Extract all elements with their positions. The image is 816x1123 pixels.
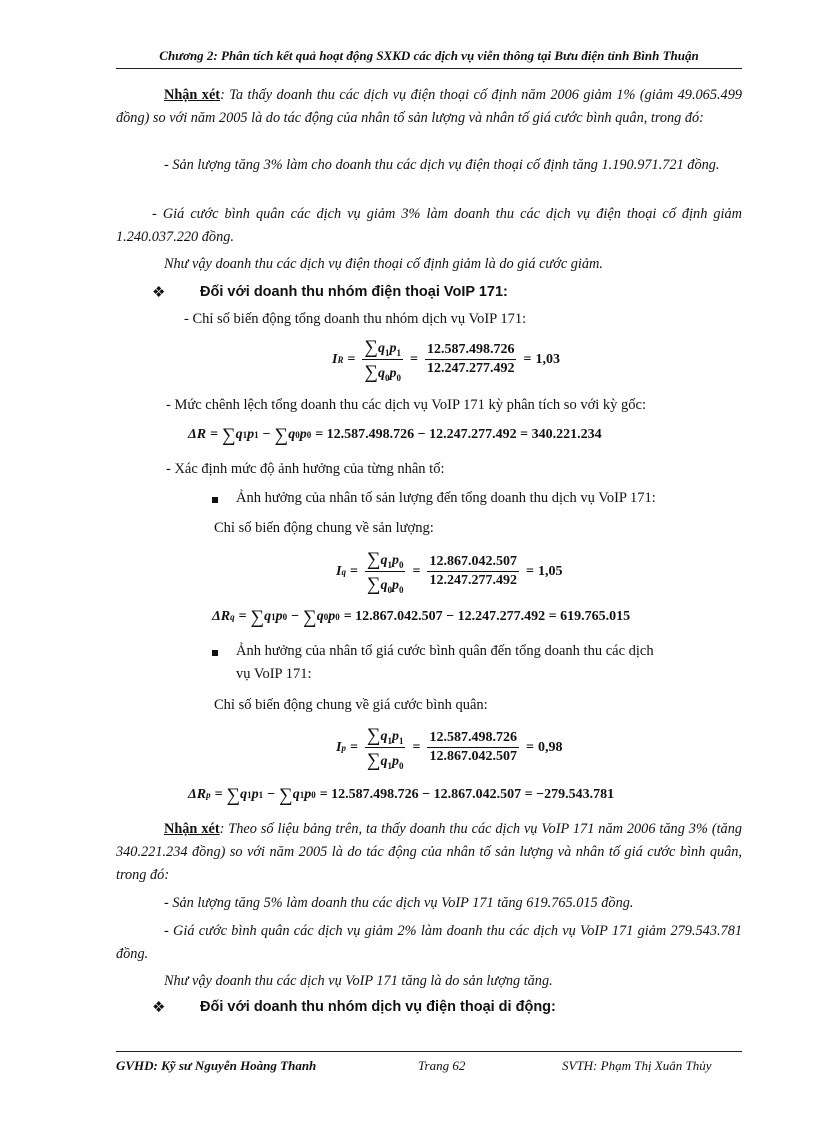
comment-bullet-1 [116,154,742,177]
header-rule [116,68,742,69]
formula-subscript: p [341,742,346,753]
comment-bullet-text: - Giá cước bình quân các dịch vụ giảm 3% làm doanh thu các dịch vụ điện thoại cố định giảm 1.240.037.220 đồng. [116,206,742,245]
formula-index-revenue: I R = $\frac{\sum q_1p_1}{\sum q_0p_0}$ = $\frac{12.587.498.726}{12.247.277.492}$ = 1,03 [332,337,560,383]
line-price-effect-b: vụ VoIP 171: [236,666,312,682]
formula-index-quantity: I q = $\frac{\sum q_1p_0}{\sum q_0p_0}$ = $\frac{12.867.042.507}{12.247.277.492}$ = 1,05 [336,549,563,595]
line-price-effect-a: Ảnh hưởng của nhân tố giá cước bình quân đến tổng doanh thu các dịch [236,643,654,659]
comment-label: Nhận xét [164,87,221,103]
fraction-denominator: 12.247.277.492 [426,361,515,376]
footer-advisor: GVHD: Kỹ sư Nguyễn Hoàng Thanh [116,1058,317,1073]
formula-subscript: R [337,354,344,365]
diamond-bullet-icon: ❖ [152,1000,166,1016]
comment-bullet-4 [116,920,742,966]
comment-text: : Theo số liệu bảng trên, ta thấy doanh thu các dịch vụ VoIP 171 năm 2006 tăng 3% (tăng 340.221.234 đồng) so với năm 2005 là do tác động của nhân tố sản lượng và nhân tố giá cước bình quân, trong đó: [116,821,742,883]
formula-diff-revenue: ΔR = ∑ q 1 p 1 − ∑ q 0 p 0 = 12.587.498.726 − 12.247.277.492 = 340.221.234 [188,425,602,446]
comment-paragraph-1 [116,84,742,130]
comment-conclusion [116,253,742,276]
fraction-numerator: 12.867.042.507 [427,554,519,572]
comment-conclusion-2 [116,970,742,993]
formula-subscript: q [230,612,235,622]
footer-page-number: Trang 62 [418,1058,466,1073]
square-bullet-icon [212,497,218,503]
comment-text: : Ta thấy doanh thu các dịch vụ điện thoại cố định năm 2006 giảm 1% (giảm 49.065.499 đồng) so với năm 2005 là do tác động của nhân tố sản lượng và nhân tố giá cước bình quân, trong đó: [116,87,742,126]
comment-bullet-text: - Sản lượng tăng 3% làm cho doanh thu các dịch vụ điện thoại cố định tăng 1.190.971.721 đồng. [164,157,720,173]
page-header: Chương 2: Phân tích kết quả hoạt động SXKD các dịch vụ viễn thông tại Bưu điện tỉnh Bình Thuận [159,48,699,63]
comment-bullet-text: - Sản lượng tăng 5% làm doanh thu các dịch vụ VoIP 171 tăng 619.765.015 đồng. [164,895,634,911]
section-heading-voip: Đối với doanh thu nhóm điện thoại VoIP 171: [200,284,508,300]
section-heading-mobile: Đối với doanh thu nhóm dịch vụ điện thoại di động: [200,999,556,1015]
formula-result: 1,05 [537,563,563,579]
fraction-numerator: 12.587.498.726 [425,342,517,360]
fraction-numerator: 12.587.498.726 [427,730,519,748]
comment-label: Nhận xét [164,821,220,837]
footer-rule [116,1051,742,1052]
line-quantity-index: Chỉ số biến động chung về sản lượng: [214,520,434,536]
formula-expression: = 12.587.498.726 − 12.247.277.492 = 340.221.234 [315,427,602,442]
diamond-bullet-icon: ❖ [152,285,166,301]
square-bullet-icon [212,650,218,656]
formula-lhs: ΔR [188,787,207,802]
line-price-index: Chỉ số biến động chung về giá cước bình quân: [214,697,488,713]
conclusion-text: Như vậy doanh thu các dịch vụ VoIP 171 tăng là do sản lượng tăng. [164,973,553,989]
fraction-denominator: 12.867.042.507 [429,749,517,764]
comment-bullet-text: - Giá cước bình quân các dịch vụ giảm 2% làm doanh thu các dịch vụ VoIP 171 giảm 279.543.781 đồng. [116,923,742,962]
line-quantity-effect: Ảnh hưởng của nhân tố sản lượng đến tổng doanh thu dịch vụ VoIP 171: [236,490,656,506]
conclusion-text: Như vậy doanh thu các dịch vụ điện thoại cố định giảm là do giá cước giảm. [164,256,603,272]
formula-index-price: I p = $\frac{\sum q_1p_1}{\sum q_1p_0}$ = $\frac{12.587.498.726}{12.867.042.507}$ = 0,98 [336,725,563,771]
formula-lhs: ΔR [188,427,207,442]
formula-result: 1,03 [535,351,560,367]
line-index-total: - Chỉ số biến động tổng doanh thu nhóm dịch vụ VoIP 171: [184,311,527,327]
formula-diff-price: ΔR p = ∑ q 1 p 1 − ∑ q 1 p 0 = 12.587.498.726 − 12.867.042.507 = −279.543.781 [188,785,615,806]
formula-lhs: ΔR [212,609,231,624]
formula-expression: = 12.867.042.507 − 12.247.277.492 = 619.765.015 [343,609,631,624]
formula-result: 0,98 [537,739,563,755]
comment-bullet-2 [116,203,742,249]
fraction-denominator: 12.247.277.492 [429,573,517,588]
formula-expression: = 12.587.498.726 − 12.867.042.507 = −279.543.781 [319,787,615,802]
formula-diff-quantity: ΔR q = ∑ q 1 p 0 − ∑ q 0 p 0 = 12.867.042.507 − 12.247.277.492 = 619.765.015 [212,607,631,628]
footer-student: SVTH: Phạm Thị Xuân Thủy [562,1058,712,1073]
line-factors: - Xác định mức độ ảnh hưởng của từng nhân tố: [166,461,445,477]
comment-bullet-3 [116,892,742,915]
formula-subscript: p [206,790,211,800]
formula-subscript: q [341,566,346,577]
line-difference: - Mức chênh lệch tổng doanh thu các dịch vụ VoIP 171 kỳ phân tích so với kỳ gốc: [166,397,646,413]
comment-paragraph-2 [116,818,742,887]
